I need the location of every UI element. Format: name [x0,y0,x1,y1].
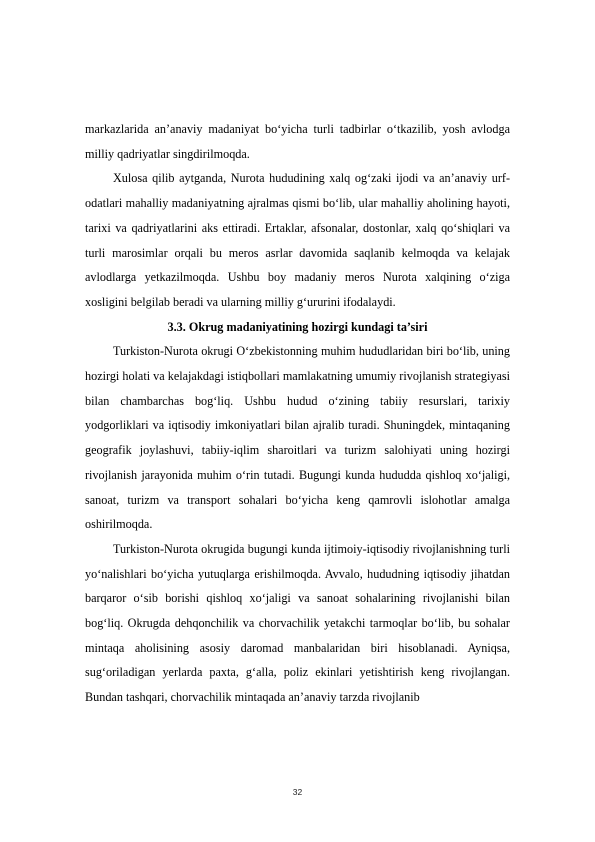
body-text [85,117,510,710]
paragraph-overview: Turkiston-Nurota okrugi O‘zbekistonning muhim hududlaridan biri bo‘lib, uning hozirgi holati va kelajakdagi istiqbollari mamlakatning umumiy rivojlanish strategiyasi bilan chambarchas bog‘liq. Ushbu hudud o‘zining tabiiy resurslari, tarixiy yodgorliklari va iqtisodiy imkoniyatlari bilan ajralib turadi. Shuningdek, mintaqaning geografik joylashuvi, tabiiy-iqlim sharoitlari va turizm salohiyati uning hozirgi rivojlanish jarayonida muhim o‘rin tutadi. Bugungi kunda hududda qishloq xo‘jaligi, sanoat, turizm va transport sohalari bo‘yicha keng qamrovli islohotlar amalga oshirilmoqda. [85,344,510,532]
paragraph-conclusion: Xulosa qilib aytganda, Nurota hududining xalq og‘zaki ijodi va an’anaviy urf-odatlari mahalliy madaniyatning ajralmas qismi bo‘lib, ular mahalliy aholining hayoti, tarixi va qadriyatlarini aks ettiradi. Ertaklar, afsonalar, dostonlar, xalq qo‘shiqlari va turli marosimlar orqali bu meros asrlar davomida saqlanib kelmoqda va kelajak avlodlarga yetkazilmoqda. Ushbu boy madaniy meros Nurota xalqining o‘ziga xosligini belgilab beradi va ularning milliy g‘ururini ifodalaydi. [85,171,510,309]
page-number: 32 [292,787,303,797]
paragraph-economy: Turkiston-Nurota okrugida bugungi kunda ijtimoiy-iqtisodiy rivojlanishning turli yo‘nalishlari bo‘yicha yutuqlarga erishilmoqda. Avvalo, hududning iqtisodiy jihatdan barqaror o‘sib borishi qishloq xo‘jaligi va sanoat sohalarining rivojlanishi bilan bog‘liq. Okrugda dehqonchilik va chorvachilik yetakchi tarmoqlar bo‘lib, bu sohalar mintaqa aholisining asosiy daromad manbalaridan biri hisoblanadi. Ayniqsa, sug‘oriladigan yerlarda paxta, g‘alla, poliz ekinlari yetishtirish keng rivojlangan. Bundan tashqari, chorvachilik mintaqada an’anaviy tarzda rivojlanib [85,541,510,705]
paragraph-continuation: markazlarida an’anaviy madaniyat bo‘yicha turli tadbirlar o‘tkazilib, yosh avlodga milliy qadriyatlar singdirilmoqda. [85,122,510,161]
section-heading: 3.3. Okrug madaniyatining hozirgi kundagi ta’siri [167,319,428,334]
